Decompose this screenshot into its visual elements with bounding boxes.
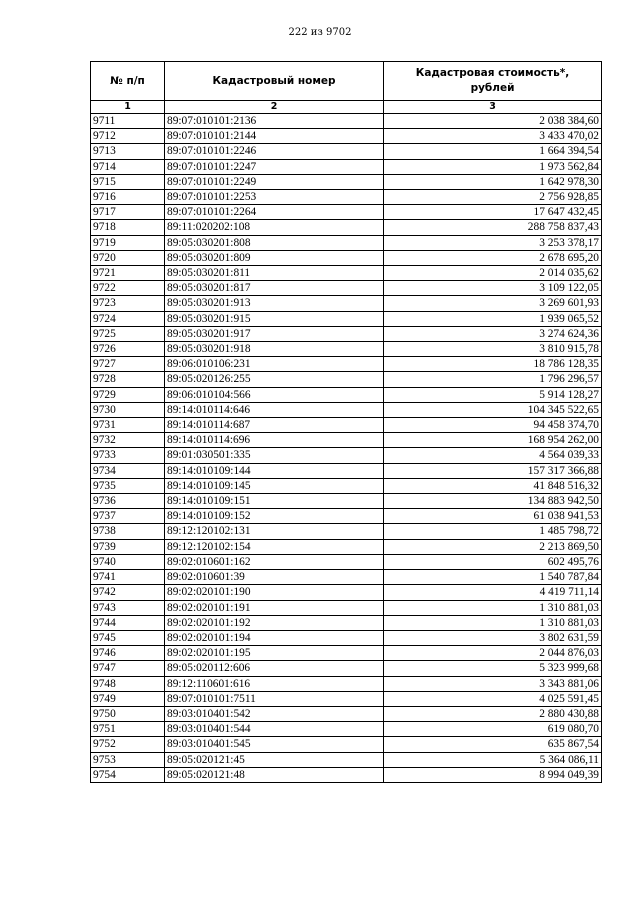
table-row — [91, 539, 602, 554]
cadastral-number-cell: 89:14:010109:145 — [165, 478, 384, 493]
row-number-cell: 9711 — [91, 114, 165, 129]
cadastral-cost-cell: 61 038 941,53 — [384, 509, 602, 524]
cadastral-number-cell: 89:05:030201:918 — [165, 342, 384, 357]
cadastral-number-cell: 89:07:010101:2253 — [165, 190, 384, 205]
table-row — [91, 570, 602, 585]
table-row — [91, 372, 602, 387]
header-row-number: № п/п — [91, 62, 165, 101]
cadastral-cost-cell: 602 495,76 — [384, 554, 602, 569]
table-row — [91, 281, 602, 296]
cadastral-cost-cell: 1 310 881,03 — [384, 600, 602, 615]
cadastral-number-cell: 89:14:010114:696 — [165, 433, 384, 448]
header-cost-line1: Кадастровая стоимость*, — [415, 67, 570, 79]
table-row — [91, 448, 602, 463]
table-row — [91, 357, 602, 372]
table-row — [91, 676, 602, 691]
table-row — [91, 266, 602, 281]
row-number-cell: 9714 — [91, 159, 165, 174]
cadastral-cost-cell: 5 364 086,11 — [384, 752, 602, 767]
cadastral-cost-cell: 168 954 262,00 — [384, 433, 602, 448]
row-number-cell: 9748 — [91, 676, 165, 691]
cadastral-cost-cell: 8 994 049,39 — [384, 767, 602, 782]
row-number-cell: 9738 — [91, 524, 165, 539]
cadastral-cost-cell: 619 080,70 — [384, 722, 602, 737]
cadastral-cost-cell: 1 310 881,03 — [384, 615, 602, 630]
table-row — [91, 509, 602, 524]
row-number-cell: 9737 — [91, 509, 165, 524]
cadastral-number-cell: 89:14:010114:687 — [165, 418, 384, 433]
table-row — [91, 205, 602, 220]
page-number-header: 222 из 9702 — [288, 27, 352, 38]
cadastral-cost-cell: 4 419 711,14 — [384, 585, 602, 600]
cadastral-cost-cell: 18 786 128,35 — [384, 357, 602, 372]
cadastral-number-cell: 89:02:020101:192 — [165, 615, 384, 630]
table-row — [91, 114, 602, 129]
header-cadastral-number: Кадастровый номер — [165, 62, 384, 101]
cadastral-number-cell: 89:05:030201:808 — [165, 235, 384, 250]
row-number-cell: 9736 — [91, 494, 165, 509]
row-number-cell: 9730 — [91, 402, 165, 417]
table-row — [91, 524, 602, 539]
table-row — [91, 402, 602, 417]
cadastral-number-cell: 89:05:030201:917 — [165, 326, 384, 341]
cadastral-cost-cell: 1 664 394,54 — [384, 144, 602, 159]
cadastral-number-cell: 89:11:020202:108 — [165, 220, 384, 235]
cadastral-cost-cell: 3 343 881,06 — [384, 676, 602, 691]
cadastral-number-cell: 89:02:020101:191 — [165, 600, 384, 615]
cadastral-number-cell: 89:14:010109:152 — [165, 509, 384, 524]
row-number-cell: 9726 — [91, 342, 165, 357]
cadastral-number-cell: 89:07:010101:2264 — [165, 205, 384, 220]
table-row — [91, 463, 602, 478]
cadastral-number-cell: 89:07:010101:2136 — [165, 114, 384, 129]
cadastral-cost-cell: 2 756 928,85 — [384, 190, 602, 205]
row-number-cell: 9749 — [91, 691, 165, 706]
table-row — [91, 600, 602, 615]
cadastral-cost-cell: 2 213 869,50 — [384, 539, 602, 554]
cadastral-number-cell: 89:06:010104:566 — [165, 387, 384, 402]
cadastral-number-cell: 89:05:020112:606 — [165, 661, 384, 676]
cadastral-cost-cell: 1 939 065,52 — [384, 311, 602, 326]
table-row — [91, 387, 602, 402]
header-cadastral-cost — [384, 62, 602, 101]
cadastral-number-cell: 89:07:010101:2144 — [165, 129, 384, 144]
table-row — [91, 311, 602, 326]
cadastral-cost-cell: 3 810 915,78 — [384, 342, 602, 357]
row-number-cell: 9734 — [91, 463, 165, 478]
cadastral-number-cell: 89:07:010101:2246 — [165, 144, 384, 159]
table-row — [91, 220, 602, 235]
cadastral-number-cell: 89:14:010109:144 — [165, 463, 384, 478]
cadastral-number-cell: 89:02:020101:190 — [165, 585, 384, 600]
cadastral-number-cell: 89:12:120102:131 — [165, 524, 384, 539]
row-number-cell: 9719 — [91, 235, 165, 250]
cadastral-number-cell: 89:03:010401:542 — [165, 706, 384, 721]
table-row — [91, 159, 602, 174]
cadastral-cost-cell: 134 883 942,50 — [384, 494, 602, 509]
row-number-cell: 9733 — [91, 448, 165, 463]
cadastral-cost-cell: 3 802 631,59 — [384, 630, 602, 645]
cadastral-number-cell: 89:03:010401:545 — [165, 737, 384, 752]
cadastral-cost-cell: 2 678 695,20 — [384, 250, 602, 265]
cadastral-cost-cell: 288 758 837,43 — [384, 220, 602, 235]
row-number-cell: 9754 — [91, 767, 165, 782]
cadastral-cost-cell: 2 044 876,03 — [384, 646, 602, 661]
table-row — [91, 767, 602, 782]
cadastral-number-cell: 89:05:020121:48 — [165, 767, 384, 782]
cadastral-cost-cell: 17 647 432,45 — [384, 205, 602, 220]
row-number-cell: 9742 — [91, 585, 165, 600]
cadastral-cost-cell: 3 433 470,02 — [384, 129, 602, 144]
cadastral-number-cell: 89:07:010101:7511 — [165, 691, 384, 706]
header-cost-line2: рублей — [470, 82, 515, 94]
table-row — [91, 326, 602, 341]
cadastral-number-cell: 89:02:010601:162 — [165, 554, 384, 569]
table-row — [91, 691, 602, 706]
cadastral-number-cell: 89:05:030201:915 — [165, 311, 384, 326]
cadastral-number-cell: 89:05:030201:913 — [165, 296, 384, 311]
row-number-cell: 9724 — [91, 311, 165, 326]
cadastral-number-cell: 89:05:020126:255 — [165, 372, 384, 387]
row-number-cell: 9745 — [91, 630, 165, 645]
cadastral-number-cell: 89:12:120102:154 — [165, 539, 384, 554]
row-number-cell: 9747 — [91, 661, 165, 676]
row-number-cell: 9744 — [91, 615, 165, 630]
row-number-cell: 9727 — [91, 357, 165, 372]
cadastral-value-table — [90, 61, 602, 783]
cadastral-cost-cell: 2 880 430,88 — [384, 706, 602, 721]
row-number-cell: 9741 — [91, 570, 165, 585]
row-number-cell: 9717 — [91, 205, 165, 220]
column-number-3: 3 — [384, 101, 602, 114]
row-number-cell: 9739 — [91, 539, 165, 554]
row-number-cell: 9751 — [91, 722, 165, 737]
table-row — [91, 722, 602, 737]
row-number-cell: 9753 — [91, 752, 165, 767]
table-row — [91, 433, 602, 448]
cadastral-cost-cell: 5 323 999,68 — [384, 661, 602, 676]
row-number-cell: 9732 — [91, 433, 165, 448]
row-number-cell: 9729 — [91, 387, 165, 402]
cadastral-number-cell: 89:14:010114:646 — [165, 402, 384, 417]
cadastral-cost-cell: 1 485 798,72 — [384, 524, 602, 539]
row-number-cell: 9735 — [91, 478, 165, 493]
row-number-cell: 9721 — [91, 266, 165, 281]
row-number-cell: 9743 — [91, 600, 165, 615]
cadastral-cost-cell: 2 038 384,60 — [384, 114, 602, 129]
table-row — [91, 494, 602, 509]
row-number-cell: 9723 — [91, 296, 165, 311]
table-row — [91, 752, 602, 767]
table-row — [91, 296, 602, 311]
cadastral-cost-cell: 157 317 366,88 — [384, 463, 602, 478]
cadastral-number-cell: 89:07:010101:2249 — [165, 174, 384, 189]
cadastral-number-cell: 89:03:010401:544 — [165, 722, 384, 737]
table-row — [91, 661, 602, 676]
cadastral-cost-cell: 94 458 374,70 — [384, 418, 602, 433]
row-number-cell: 9746 — [91, 646, 165, 661]
column-number-2: 2 — [165, 101, 384, 114]
cadastral-cost-cell: 3 269 601,93 — [384, 296, 602, 311]
table-row — [91, 190, 602, 205]
row-number-cell: 9725 — [91, 326, 165, 341]
row-number-cell: 9720 — [91, 250, 165, 265]
table-row — [91, 737, 602, 752]
row-number-cell: 9722 — [91, 281, 165, 296]
cadastral-number-cell: 89:02:020101:195 — [165, 646, 384, 661]
cadastral-cost-cell: 5 914 128,27 — [384, 387, 602, 402]
cadastral-number-cell: 89:14:010109:151 — [165, 494, 384, 509]
cadastral-number-cell: 89:12:110601:616 — [165, 676, 384, 691]
row-number-cell: 9731 — [91, 418, 165, 433]
row-number-cell: 9713 — [91, 144, 165, 159]
table-row — [91, 585, 602, 600]
table-row — [91, 554, 602, 569]
row-number-cell: 9728 — [91, 372, 165, 387]
cadastral-cost-cell: 104 345 522,65 — [384, 402, 602, 417]
column-number-1: 1 — [91, 101, 165, 114]
cadastral-cost-cell: 4 025 591,45 — [384, 691, 602, 706]
column-number-row — [91, 101, 602, 114]
table-row — [91, 418, 602, 433]
cadastral-number-cell: 89:01:030501:335 — [165, 448, 384, 463]
row-number-cell: 9716 — [91, 190, 165, 205]
row-number-cell: 9712 — [91, 129, 165, 144]
cadastral-cost-cell: 1 796 296,57 — [384, 372, 602, 387]
cadastral-number-cell: 89:07:010101:2247 — [165, 159, 384, 174]
row-number-cell: 9752 — [91, 737, 165, 752]
cadastral-number-cell: 89:05:030201:817 — [165, 281, 384, 296]
table-row — [91, 630, 602, 645]
cadastral-cost-cell: 3 253 378,17 — [384, 235, 602, 250]
cadastral-cost-cell: 4 564 039,33 — [384, 448, 602, 463]
cadastral-cost-cell: 1 642 978,30 — [384, 174, 602, 189]
cadastral-number-cell: 89:05:030201:811 — [165, 266, 384, 281]
table-row — [91, 478, 602, 493]
cadastral-number-cell: 89:02:020101:194 — [165, 630, 384, 645]
table-row — [91, 250, 602, 265]
table-row — [91, 235, 602, 250]
row-number-cell: 9740 — [91, 554, 165, 569]
table-row — [91, 615, 602, 630]
cadastral-number-cell: 89:02:010601:39 — [165, 570, 384, 585]
cadastral-number-cell: 89:05:020121:45 — [165, 752, 384, 767]
table-row — [91, 174, 602, 189]
cadastral-cost-cell: 635 867,54 — [384, 737, 602, 752]
cadastral-cost-cell: 3 109 122,05 — [384, 281, 602, 296]
table-header-row — [91, 62, 602, 101]
cadastral-cost-cell: 3 274 624,36 — [384, 326, 602, 341]
cadastral-cost-cell: 1 540 787,84 — [384, 570, 602, 585]
table-body — [91, 114, 602, 783]
row-number-cell: 9750 — [91, 706, 165, 721]
row-number-cell: 9718 — [91, 220, 165, 235]
table-row — [91, 342, 602, 357]
cadastral-cost-cell: 2 014 035,62 — [384, 266, 602, 281]
row-number-cell: 9715 — [91, 174, 165, 189]
cadastral-cost-cell: 1 973 562,84 — [384, 159, 602, 174]
table-row — [91, 129, 602, 144]
table-row — [91, 646, 602, 661]
table-row — [91, 706, 602, 721]
table-row — [91, 144, 602, 159]
cadastral-number-cell: 89:05:030201:809 — [165, 250, 384, 265]
cadastral-cost-cell: 41 848 516,32 — [384, 478, 602, 493]
cadastral-number-cell: 89:06:010106:231 — [165, 357, 384, 372]
